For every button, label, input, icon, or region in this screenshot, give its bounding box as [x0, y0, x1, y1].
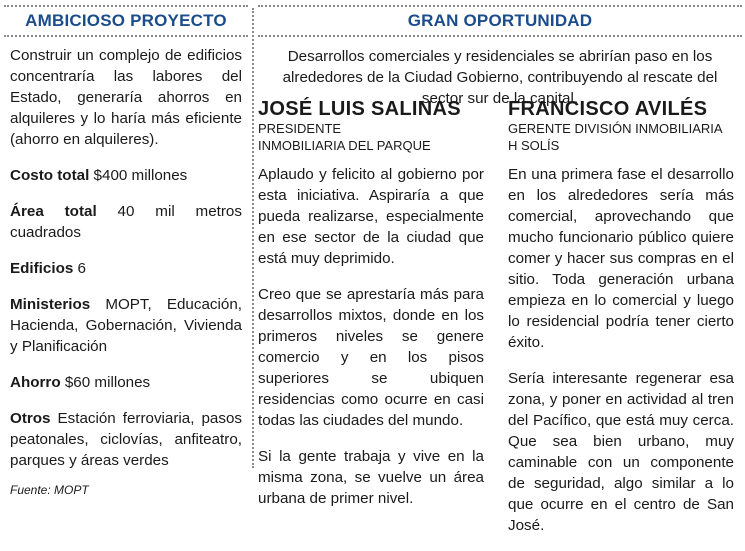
left-header-bottom-rule	[4, 35, 248, 37]
fact-label: Otros	[10, 410, 51, 427]
right-intro-text: Desarrollos comerciales y residenciales se abrirían paso en los alrededores de la Ciudad Gobierno, contribuyendo al rescate del sector sur de la capital.	[282, 48, 718, 107]
right-section-title: GRAN OPORTUNIDAD	[407, 11, 593, 30]
fact-value: Estación ferroviaria, pasos peatonales, ciclovías, anfiteatro, parques y áreas verdes	[10, 410, 242, 469]
fact-ahorro	[10, 372, 242, 393]
left-section-body	[10, 45, 242, 501]
right-header-top-rule	[258, 5, 742, 7]
fact-costo-total	[10, 165, 242, 186]
person-role-company: INMOBILIARIA DEL PARQUE	[258, 138, 431, 153]
fact-ministerios	[10, 294, 242, 357]
left-section-title: AMBICIOSO PROYECTO	[25, 11, 227, 30]
fact-value: $400 millones	[93, 167, 188, 184]
quote-paragraph: Sería interesante regenerar esa zona, y poner en actividad al tren del Pacífico, que está muy cerca. Que sea bien urbano, muy caminable con un componente de seguridad, algo similar a lo que ocurre en el centro de San José.	[508, 370, 734, 534]
person-role	[508, 120, 734, 154]
quote-paragraph: Si la gente trabaja y vive en la misma zona, se vuelve un área urbana de primer nivel.	[258, 448, 484, 507]
person-role-company: H SOLÍS	[508, 138, 560, 153]
person-role-title: PRESIDENTE	[258, 121, 342, 136]
fact-otros	[10, 408, 242, 471]
quote-column-aviles	[508, 98, 734, 551]
quote-paragraph: En una primera fase el desarrollo en los alrededores sería más comercial, aprovechando que mucho funcionario público quiere comer y hacer sus compras en el sitio. Toda generación urbana empieza en lo comercial y luego lo residencial podría tener cierto éxito.	[508, 166, 734, 351]
fact-label: Ahorro	[10, 374, 61, 391]
fact-area-total	[10, 201, 242, 243]
fact-label: Área total	[10, 203, 97, 220]
column-divider	[252, 8, 254, 468]
fact-label: Edificios	[10, 260, 74, 277]
person-role	[258, 120, 484, 154]
left-header-top-rule	[4, 5, 248, 7]
fact-label: Costo total	[10, 167, 90, 184]
fact-value: 6	[77, 260, 86, 277]
fact-value: 40 mil metros cuadrados	[10, 203, 242, 241]
right-header-bottom-rule	[258, 35, 742, 37]
person-name: JOSÉ LUIS SALINAS	[258, 98, 461, 120]
fact-edificios	[10, 258, 242, 279]
person-name: FRANCISCO AVILÉS	[508, 98, 708, 120]
quote-paragraph: Aplaudo y felicito al gobierno por esta iniciativa. Aspiraría a que pueda realizarse, especialmente en ese sector de la ciudad que está muy deprimido.	[258, 166, 484, 267]
person-role-title: GERENTE DIVISIÓN INMOBILIARIA	[508, 121, 723, 136]
quote-column-salinas	[258, 98, 484, 524]
fact-label: Ministerios	[10, 296, 91, 313]
fact-value: $60 millones	[64, 374, 151, 391]
quote-paragraph: Creo que se aprestaría más para desarrollos mixtos, donde en los primeros niveles se genere comercio y en los pisos superiores se ubiquen residencias como ocurre en casi todas las ciudades del mundo.	[258, 286, 484, 429]
fact-value: MOPT, Educación, Hacienda, Gobernación, Vivienda y Planificación	[10, 296, 242, 355]
source-credit: Fuente: MOPT	[10, 483, 89, 497]
left-intro-text: Construir un complejo de edificios concentraría las labores del Estado, generaría ahorros en alquileres y lo haría más eficiente (ahorro en alquileres).	[10, 47, 242, 148]
